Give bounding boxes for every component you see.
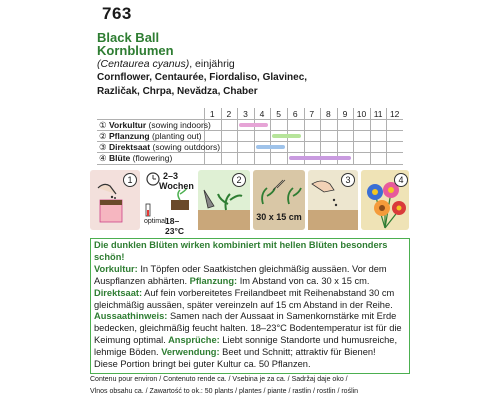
description-text	[94, 240, 406, 371]
weeks-range: 2–3	[163, 171, 179, 181]
month-label: 11	[373, 109, 383, 119]
germination-temp: 18–23°C	[165, 216, 184, 236]
calendar-row-label	[99, 153, 172, 164]
step-symbol: ②	[99, 131, 107, 141]
footer-line-2: Vlnos obsahu ca. / Zawartość to ok.: 50 plants / plantes / piante / rastlin / rostlin / roślin	[90, 388, 359, 395]
footer-line-1: Contenu pour environ / Contenuto rende ca. / Vsebina je za ca. / Sadržaj daje oko /	[90, 376, 348, 383]
month-label: 5	[276, 109, 281, 119]
pictogram-direct-sowing	[308, 170, 358, 230]
sowing-calendar	[97, 108, 403, 165]
portion-text: Diese Portion bringt bei guter Kultur ca. 50 Pflanzen.	[94, 359, 311, 370]
row-sub: (planting out)	[151, 131, 202, 141]
row-sub: (flowering)	[132, 153, 173, 163]
step-number-1: 1	[123, 173, 137, 187]
weeks-label: Wochen	[159, 181, 194, 191]
ansprueche-label: Ansprüche:	[165, 335, 220, 346]
pictogram-flowering	[361, 170, 409, 230]
row-label: Direktsaat	[109, 142, 151, 152]
direktsaat-text: Auf fein vorbereitetes Freilandbeet mit Reihenabstand 30 cm gleichmäßig aussäen, später vereinzeln auf 15 cm Abstand in der Reihe.	[94, 287, 395, 310]
pflanzung-text: Im Abstand von ca. 30 x 15 cm.	[237, 275, 370, 286]
row-sub: (sowing outdoors)	[152, 142, 221, 152]
month-label: 12	[389, 109, 400, 119]
month-label: 3	[243, 109, 248, 119]
aussaat-label: Aussaathinweis:	[94, 311, 168, 322]
step-number-4: 4	[394, 173, 408, 187]
translated-names-line2: Različak, Chrpa, Nevădza, Chaber	[97, 86, 258, 97]
pictogram-sowing-pots	[90, 170, 140, 230]
step-number-2: 2	[232, 173, 246, 187]
month-label: 9	[342, 109, 348, 119]
variety-name: Black Ball	[97, 30, 160, 45]
month-label: 8	[326, 109, 331, 119]
step-symbol: ③	[99, 142, 107, 152]
vorkultur-text: In Töpfen oder Saatkistchen gleichmäßig aussäen. Vor dem Auspflanzen abhärten.	[94, 263, 387, 286]
ansprueche-text: Liebt sonnige Standorte und humusreiche, lehmige Böden.	[94, 335, 398, 358]
headline: Die dunklen Blüten wirken kombiniert mit hellen Blüten besonders schön!	[94, 240, 388, 262]
row-sub: (sowing indoors)	[148, 120, 211, 130]
month-label: 1	[209, 109, 215, 119]
product-code: 763	[102, 4, 132, 23]
month-label: 2	[226, 109, 232, 119]
description-box	[90, 238, 410, 374]
row-label: Pflanzung	[109, 131, 150, 141]
pictogram-germination	[143, 170, 195, 236]
annual-label: , einjährig	[189, 58, 235, 70]
row-label: Blüte	[109, 153, 131, 163]
vorkultur-label: Vorkultur:	[94, 263, 138, 274]
month-label: 7	[309, 109, 315, 119]
pflanzung-label: Pflanzung:	[187, 275, 238, 286]
step-number-3: 3	[341, 173, 355, 187]
pictogram-spacing	[253, 170, 305, 230]
aussaat-text: Samen nach der Aussaat in Samenkornstärke mit Erde bedecken, gleichmäßig feucht halten. 18–23°C Bodentemperatur ist für die Keimung optimal.	[94, 311, 402, 346]
plant-name: Kornblumen	[97, 43, 174, 58]
row-label: Vorkultur	[109, 120, 147, 130]
latin-name-line	[97, 58, 235, 70]
latin-name: (Centaurea cyanus)	[97, 58, 190, 70]
step-symbol: ④	[99, 153, 107, 163]
verwendung-text: Beet und Schnitt; attraktiv für Bienen!	[219, 347, 376, 358]
direktsaat-label: Direktsaat:	[94, 287, 143, 298]
calendar-row-bluete	[97, 152, 403, 165]
pictogram-planting-out	[198, 170, 250, 230]
month-label: 4	[259, 109, 265, 119]
month-label: 10	[356, 109, 367, 119]
verwendung-label: Verwendung:	[158, 347, 220, 358]
optimal-label: optimal:	[144, 218, 169, 225]
step-symbol: ①	[99, 120, 107, 130]
translated-names-line1: Cornflower, Centaurée, Fiordaliso, Glavinec,	[97, 72, 308, 83]
month-label: 6	[292, 109, 298, 119]
plant-spacing-text: 30 x 15 cm	[256, 212, 302, 222]
